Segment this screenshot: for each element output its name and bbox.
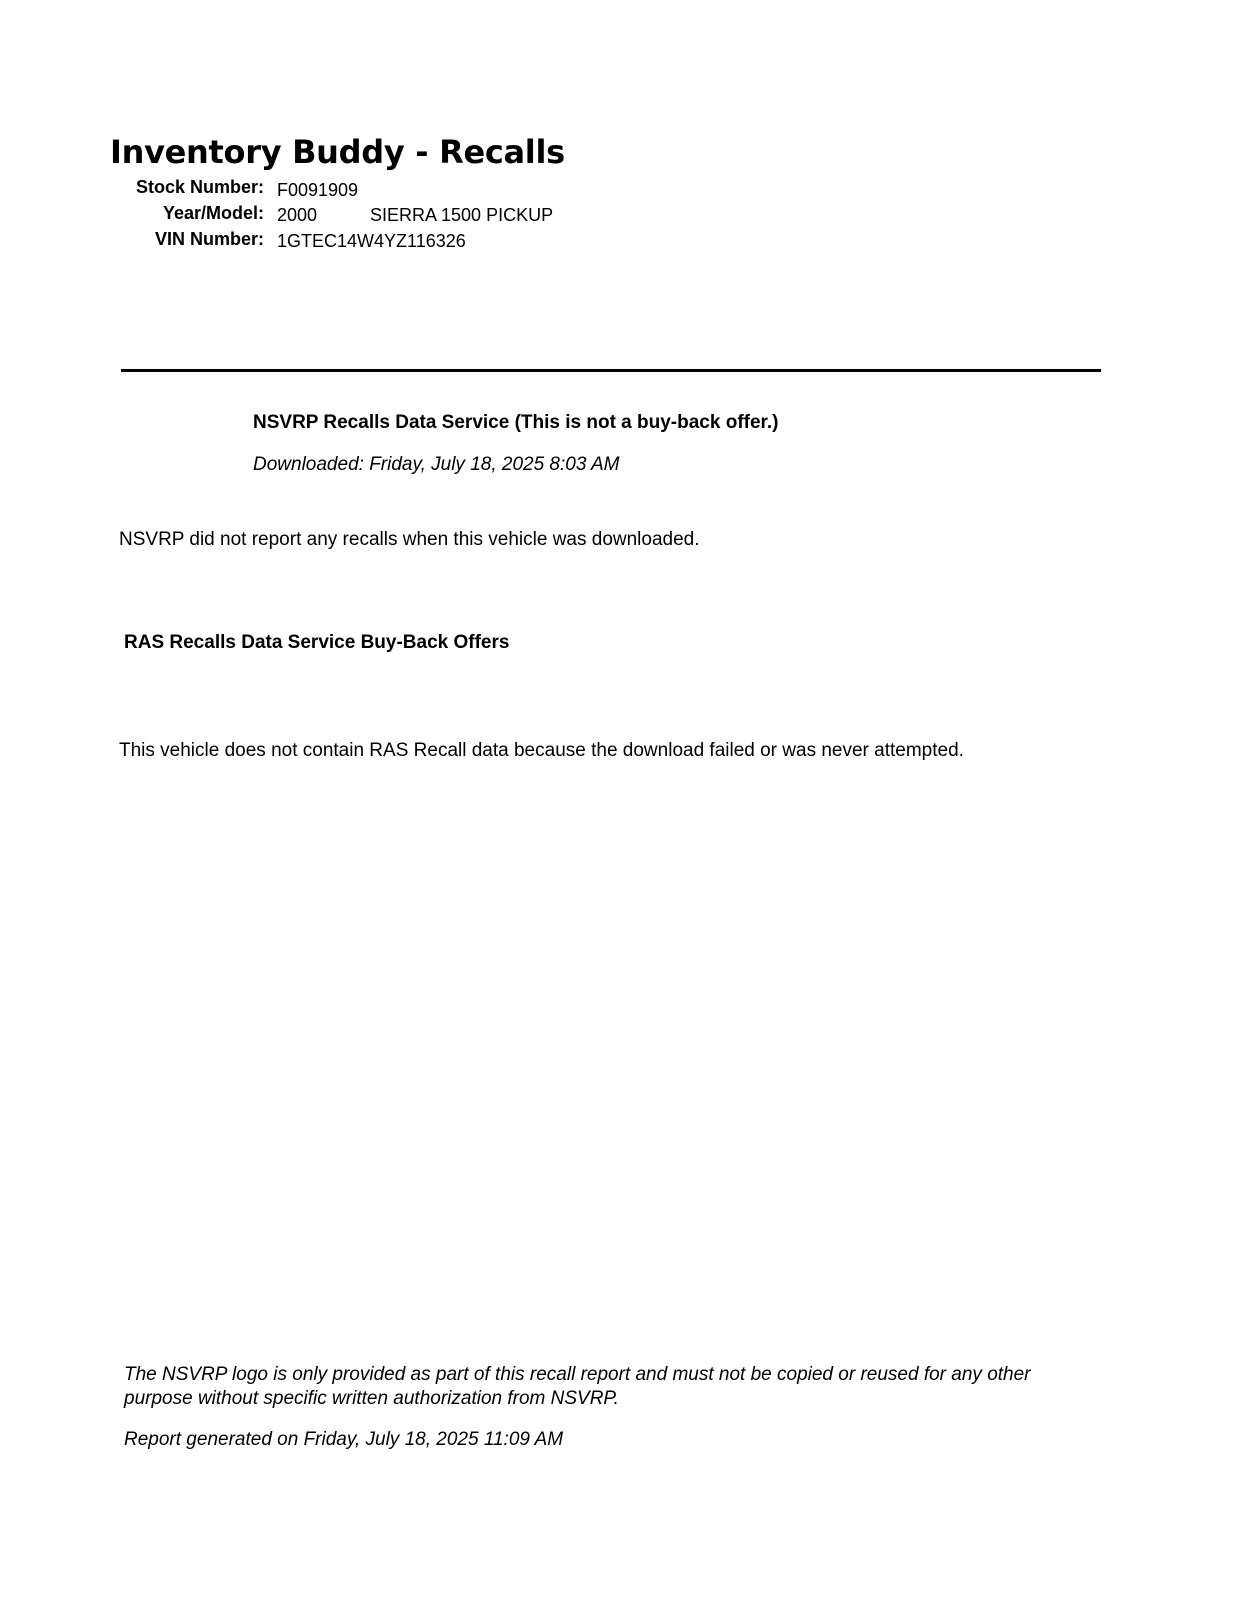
- logo-notice: The NSVRP logo is only provided as part of this recall report and must not be copied or reused for any other purpose without specific written authorization from NSVRP.: [124, 1364, 1031, 1409]
- page-title: Inventory Buddy - Recalls: [110, 133, 565, 171]
- report-generated: Report generated on Friday, July 18, 2025 11:09 AM: [124, 1429, 564, 1450]
- nsvrp-downloaded-date: Downloaded: Friday, July 18, 2025 8:03 AM: [253, 454, 620, 475]
- stock-number-value: F0091909: [277, 180, 359, 200]
- nsvrp-heading: NSVRP Recalls Data Service (This is not a buy-back offer.): [253, 412, 779, 433]
- ras-message: This vehicle does not contain RAS Recall data because the download failed or was never attempted.: [119, 740, 964, 761]
- vin-number-label: VIN Number:: [154, 229, 264, 249]
- nsvrp-message: NSVRP did not report any recalls when this vehicle was downloaded.: [119, 529, 700, 550]
- model-value: SIERRA 1500 PICKUP: [370, 205, 554, 225]
- section-divider: [121, 369, 1101, 372]
- vin-number-value: 1GTEC14W4YZ116326: [277, 231, 466, 251]
- year-value: 2000: [277, 205, 318, 225]
- stock-number-label: Stock Number:: [135, 177, 264, 197]
- year-model-label: Year/Model:: [162, 203, 264, 223]
- ras-heading: RAS Recalls Data Service Buy-Back Offers: [124, 632, 510, 653]
